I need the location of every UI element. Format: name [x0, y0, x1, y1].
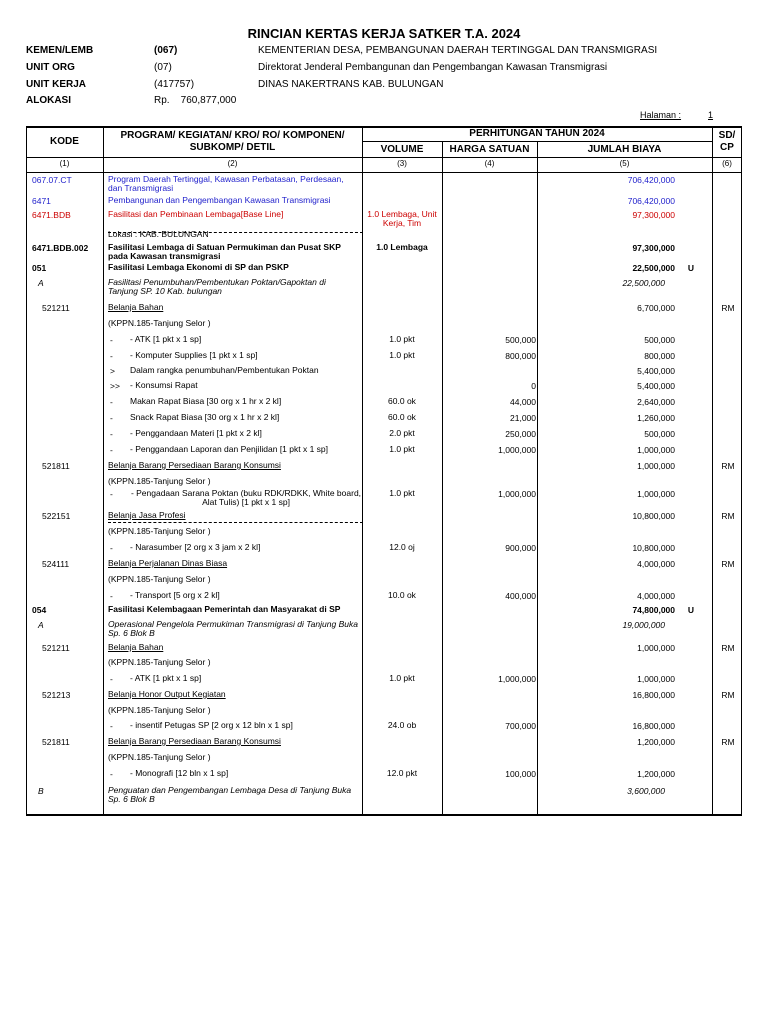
row-harga-satuan: 1,000,000	[498, 489, 536, 499]
row-program-text: - Narasumber [2 org x 3 jam x 2 kl]	[130, 542, 261, 552]
row-kode: 067.07.CT	[32, 175, 72, 185]
row-program-text: Fasilitasi Lembaga Ekonomi di SP dan PSKP	[108, 262, 289, 272]
header-cp: CP	[720, 142, 734, 153]
row-program-text: Operasional Pengelola Permukiman Transmigrasi di Tanjung Buka Sp. 6 Blok B	[108, 619, 358, 638]
row-program	[108, 605, 358, 614]
row-program-text: Dalam rangka penumbuhan/Pembentukan Poktan	[130, 365, 319, 375]
row-jumlah-biaya: 706,420,000	[627, 175, 675, 185]
row-volume: 10.0 ok	[388, 590, 416, 600]
row-kode: 521211	[42, 303, 70, 313]
row-jumlah-biaya: 1,000,000	[637, 461, 675, 471]
dashed-separator	[108, 522, 363, 523]
row-kode: 6471.BDB	[32, 210, 71, 220]
header-volume: VOLUME	[380, 144, 424, 155]
row-sd-cp: RM	[721, 303, 735, 313]
row-volume: 12.0 pkt	[386, 768, 418, 778]
row-program	[130, 489, 362, 507]
row-program-text: (KPPN.185-Tanjung Selor )	[108, 657, 211, 667]
row-volume: 60.0 ok	[388, 412, 416, 422]
halaman-label: Halaman :	[640, 110, 682, 120]
row-program	[130, 543, 362, 552]
row-program	[108, 263, 358, 272]
row-kode: 6471.BDB.002	[32, 243, 89, 253]
row-program	[108, 278, 358, 296]
row-program	[108, 511, 358, 520]
row-program	[130, 366, 362, 375]
header-program-2: SUBKOMP/ DETIL	[189, 142, 276, 153]
row-program	[108, 690, 358, 699]
row-harga-satuan: 250,000	[505, 429, 536, 439]
row-jumlah-biaya: 3,600,000	[627, 786, 665, 796]
row-program	[108, 753, 358, 762]
row-kode: 521811	[42, 737, 70, 747]
meta-desc: DINAS NAKERTRANS KAB. BULUNGAN	[258, 79, 444, 90]
row-program	[108, 706, 358, 715]
col-divider	[362, 126, 363, 816]
row-jumlah-biaya: 500,000	[644, 335, 675, 345]
row-kode: A	[38, 278, 44, 288]
row-program-text: (KPPN.185-Tanjung Selor )	[108, 318, 211, 328]
row-kode: 524111	[42, 559, 70, 569]
col-divider	[712, 126, 713, 816]
row-program-text: Belanja Jasa Profesi	[108, 510, 186, 520]
row-jumlah-biaya: 10,800,000	[632, 543, 675, 553]
meta-code: (067)	[154, 45, 178, 56]
row-program-text: - Transport [5 org x 2 kl]	[130, 590, 220, 600]
row-program-text: Lokasi : KAB. BULUNGAN	[108, 229, 209, 239]
meta-label: UNIT ORG	[26, 62, 75, 73]
row-kode: 6471	[32, 196, 51, 206]
row-jumlah-biaya: 16,800,000	[632, 721, 675, 731]
row-harga-satuan: 700,000	[505, 721, 536, 731]
row-program-text: - insentif Petugas SP [2 org x 12 bln x 1 sp]	[130, 720, 293, 730]
row-program	[130, 381, 362, 390]
header-divider	[362, 141, 712, 142]
row-program-text: Belanja Honor Output Kegiatan	[108, 689, 226, 699]
header-kode: KODE	[50, 136, 79, 147]
row-kode: 054	[32, 605, 47, 615]
row-harga-satuan: 44,000	[510, 397, 536, 407]
budget-table	[26, 126, 742, 816]
row-program-text: Belanja Perjalanan Dinas Biasa	[108, 558, 228, 568]
row-program-text: Fasilitasi dan Pembinaan Lembaga[Base Line]	[108, 209, 284, 219]
row-program	[108, 786, 358, 804]
row-sd-cp: RM	[721, 690, 735, 700]
row-volume: 12.0 oj	[389, 542, 415, 552]
meta-code: (07)	[154, 62, 172, 73]
row-jumlah-biaya: 1,200,000	[637, 769, 675, 779]
col-number: (3)	[397, 159, 407, 168]
row-jumlah-biaya: 97,300,000	[632, 243, 675, 253]
row-program	[130, 445, 362, 454]
row-bullet: -	[110, 543, 113, 553]
row-program-text: - Konsumsi Rapat	[130, 380, 198, 390]
meta-desc: KEMENTERIAN DESA, PEMBANGUNAN DAERAH TERTINGGAL DAN TRANSMIGRASI	[258, 45, 658, 56]
row-program	[108, 196, 358, 205]
row-jumlah-biaya: 1,000,000	[637, 674, 675, 684]
col-number: (1)	[59, 159, 70, 168]
header-sd: SD/	[718, 130, 736, 141]
row-u-flag: U	[687, 263, 695, 273]
row-program	[130, 591, 362, 600]
row-program-text: - ATK [1 pkt x 1 sp]	[130, 334, 202, 344]
col-divider	[442, 142, 443, 816]
row-bullet: -	[110, 445, 113, 455]
meta-code: (417757)	[154, 79, 195, 90]
row-volume: 1.0 pkt	[389, 488, 415, 498]
row-program	[108, 559, 358, 568]
row-program-text: Belanja Barang Persediaan Barang Konsumsi	[108, 460, 281, 470]
row-jumlah-biaya: 22,500,000	[632, 263, 675, 273]
row-program	[108, 737, 358, 746]
row-harga-satuan: 1,000,000	[498, 445, 536, 455]
header-divider	[26, 172, 742, 173]
row-program	[108, 230, 358, 239]
header-perhitungan: PERHITUNGAN TAHUN 2024	[469, 128, 605, 139]
row-jumlah-biaya: 2,640,000	[637, 397, 675, 407]
row-kode: A	[38, 620, 44, 630]
row-program	[130, 769, 362, 778]
row-program	[108, 620, 358, 638]
row-program	[130, 674, 362, 683]
row-harga-satuan: 900,000	[505, 543, 536, 553]
row-program	[108, 527, 358, 536]
header-harga-satuan: HARGA SATUAN	[449, 144, 530, 155]
row-volume: 24.0 ob	[387, 720, 417, 730]
row-jumlah-biaya: 97,300,000	[632, 210, 675, 220]
row-sd-cp: RM	[721, 461, 735, 471]
row-harga-satuan: 0	[531, 381, 536, 391]
row-jumlah-biaya: 4,000,000	[637, 591, 675, 601]
meta-label: ALOKASI	[26, 95, 71, 106]
row-jumlah-biaya: 19,000,000	[622, 620, 665, 630]
row-harga-satuan: 21,000	[510, 413, 536, 423]
row-jumlah-biaya: 16,800,000	[632, 690, 675, 700]
row-program	[108, 175, 358, 193]
row-jumlah-biaya: 1,000,000	[637, 489, 675, 499]
row-kode: 521211	[42, 643, 70, 653]
row-program-text: Belanja Bahan	[108, 642, 164, 652]
halaman-value: 1	[708, 110, 714, 120]
row-kode: 522151	[42, 511, 71, 521]
row-kode: 521213	[42, 690, 71, 700]
row-program	[108, 575, 358, 584]
col-number: (6)	[722, 159, 732, 168]
meta-label: KEMEN/LEMB	[26, 45, 94, 56]
row-bullet: -	[110, 397, 113, 407]
row-program-text: Makan Rapat Biasa [30 org x 1 hr x 2 kl]	[130, 396, 282, 406]
row-program	[130, 429, 362, 438]
row-sd-cp: RM	[721, 511, 735, 521]
header-program: PROGRAM/ KEGIATAN/ KRO/ RO/ KOMPONEN/	[120, 130, 345, 141]
header-jumlah-biaya: JUMLAH BIAYA	[587, 144, 662, 155]
row-bullet: -	[110, 591, 113, 601]
row-program-text: (KPPN.185-Tanjung Selor )	[108, 526, 211, 536]
row-volume: 1.0 pkt	[389, 673, 415, 683]
meta-label: UNIT KERJA	[26, 79, 87, 90]
row-bullet: -	[110, 674, 113, 684]
row-program	[108, 303, 358, 312]
row-harga-satuan: 1,000,000	[498, 674, 536, 684]
row-bullet: -	[110, 489, 113, 499]
row-program-text: Pembangunan dan Pengembangan Kawasan Transmigrasi	[108, 195, 331, 205]
header-divider	[26, 157, 742, 158]
table-border-bottom	[26, 814, 742, 816]
row-jumlah-biaya: 5,400,000	[637, 366, 675, 376]
row-program-text: Penguatan dan Pengembangan Lembaga Desa di Tanjung Buka Sp. 6 Blok B	[108, 785, 352, 804]
row-volume: 2.0 pkt	[389, 428, 415, 438]
row-kode: B	[38, 786, 44, 796]
row-jumlah-biaya: 1,000,000	[637, 643, 675, 653]
col-number: (2)	[227, 159, 238, 168]
row-program	[108, 461, 358, 470]
row-bullet: -	[110, 335, 113, 345]
row-harga-satuan: 800,000	[505, 351, 536, 361]
col-number: (5)	[619, 159, 630, 168]
row-jumlah-biaya: 800,000	[644, 351, 675, 361]
row-volume: 1.0 pkt	[389, 334, 415, 344]
row-program-text: Fasilitasi Penumbuhan/Pembentukan Poktan/Gapoktan di Tanjung SP. 10 Kab. bulungan	[108, 277, 326, 296]
row-kode: 521811	[42, 461, 70, 471]
row-program	[108, 319, 358, 328]
row-program-text: - ATK [1 pkt x 1 sp]	[130, 673, 202, 683]
row-sd-cp: RM	[721, 643, 735, 653]
row-jumlah-biaya: 1,000,000	[637, 445, 675, 455]
row-program-text: - Komputer Supplies [1 pkt x 1 sp]	[130, 350, 258, 360]
meta-desc: Direktorat Jenderal Pembangunan dan Pengembangan Kawasan Transmigrasi	[258, 62, 608, 73]
row-program	[108, 243, 358, 261]
row-jumlah-biaya: 4,000,000	[637, 559, 675, 569]
row-program	[130, 335, 362, 344]
row-program	[108, 643, 358, 652]
row-program	[130, 413, 362, 422]
row-jumlah-biaya: 10,800,000	[632, 511, 675, 521]
row-program-text: (KPPN.185-Tanjung Selor )	[108, 476, 211, 486]
row-program-text: - Pengadaan Sarana Poktan (buku RDK/RDKK, White board, Alat Tulis) [1 pkt x 1 sp]	[130, 488, 362, 507]
row-program	[130, 351, 362, 360]
row-program-text: Belanja Bahan	[108, 302, 164, 312]
row-program	[108, 658, 358, 667]
row-volume: 1.0 Lembaga	[376, 242, 428, 252]
row-bullet: >	[110, 366, 115, 376]
row-program-text: Fasilitasi Lembaga di Satuan Permukiman dan Pusat SKP pada Kawasan transmigrasi	[108, 242, 341, 261]
row-harga-satuan: 500,000	[505, 335, 536, 345]
row-program-text: Belanja Barang Persediaan Barang Konsumsi	[108, 736, 281, 746]
row-bullet: -	[110, 769, 113, 779]
row-volume: 1.0 pkt	[389, 444, 415, 454]
col-number: (4)	[484, 159, 495, 168]
row-program	[130, 397, 362, 406]
row-jumlah-biaya: 5,400,000	[637, 381, 675, 391]
row-volume: 1.0 Lembaga, Unit Kerja, Tim	[367, 209, 437, 228]
row-harga-satuan: 100,000	[505, 769, 536, 779]
document-title: RINCIAN KERTAS KERJA SATKER T.A. 2024	[247, 26, 521, 41]
row-program	[108, 210, 358, 219]
row-program-text: (KPPN.185-Tanjung Selor )	[108, 705, 211, 715]
row-jumlah-biaya: 6,700,000	[637, 303, 675, 313]
row-program-text: (KPPN.185-Tanjung Selor )	[108, 574, 211, 584]
row-program	[130, 721, 362, 730]
table-border-right	[741, 126, 742, 816]
row-jumlah-biaya: 706,420,000	[627, 196, 675, 206]
row-jumlah-biaya: 74,800,000	[632, 605, 675, 615]
row-u-flag: U	[687, 605, 695, 615]
row-sd-cp: RM	[721, 737, 735, 747]
row-program-text: Program Daerah Tertinggal, Kawasan Perbatasan, Perdesaan, dan Transmigrasi	[108, 174, 344, 193]
row-bullet: -	[110, 721, 113, 731]
row-program-text: - Monografi [12 bln x 1 sp]	[130, 768, 229, 778]
row-program-text: - Penggandaan Laporan dan Penjilidan [1 pkt x 1 sp]	[130, 444, 329, 454]
row-volume: 60.0 ok	[388, 396, 416, 406]
row-bullet: -	[110, 429, 113, 439]
row-jumlah-biaya: 1,260,000	[637, 413, 675, 423]
meta-code: Rp. 760,877,000	[154, 95, 237, 106]
row-sd-cp: RM	[721, 559, 735, 569]
row-jumlah-biaya: 1,200,000	[637, 737, 675, 747]
row-program-text: Fasilitasi Kelembagaan Pemerintah dan Masyarakat di SP	[108, 604, 341, 614]
row-bullet: -	[110, 413, 113, 423]
col-divider	[103, 126, 104, 816]
row-kode: 051	[32, 263, 47, 273]
row-bullet: -	[110, 351, 113, 361]
row-jumlah-biaya: 500,000	[644, 429, 675, 439]
row-bullet: >>	[110, 381, 120, 391]
row-program	[108, 477, 358, 486]
row-volume: 1.0 pkt	[389, 350, 415, 360]
row-program-text: - Penggandaan Materi [1 pkt x 2 kl]	[130, 428, 262, 438]
table-border-left	[26, 126, 27, 816]
row-harga-satuan: 400,000	[505, 591, 536, 601]
row-jumlah-biaya: 22,500,000	[622, 278, 665, 288]
row-program-text: (KPPN.185-Tanjung Selor )	[108, 752, 211, 762]
row-program-text: Snack Rapat Biasa [30 org x 1 hr x 2 kl]	[130, 412, 280, 422]
